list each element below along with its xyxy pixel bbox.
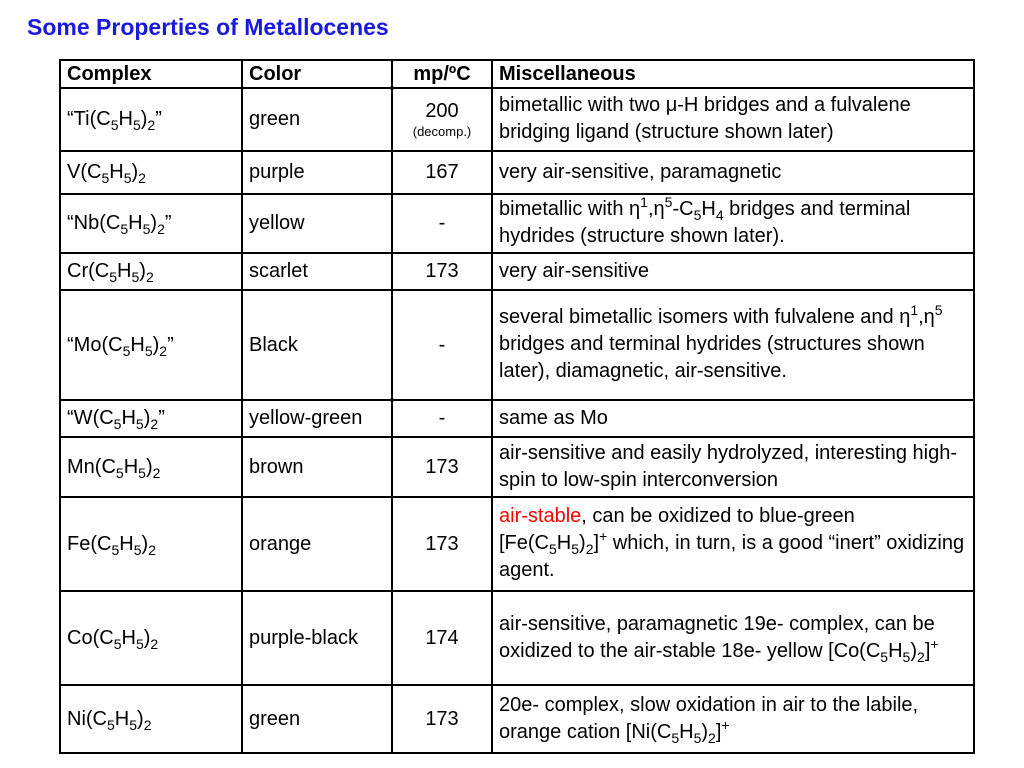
complex-cell: $V(C_5H_5)_2$ <box>60 151 242 194</box>
complex-cell: $Cr(C_5H_5)_2$ <box>60 253 242 290</box>
color-cell: yellow <box>242 194 392 253</box>
misc-cell: same as Mo <box>492 400 974 437</box>
misc-cell: 20e- complex, slow oxidation in air to the labile, orange cation $[Ni(C_5H_5)_2]^+$ <box>492 685 974 753</box>
mp-cell: 174 <box>392 591 492 685</box>
slide-title: Some Properties of Metallocenes <box>27 14 389 40</box>
misc-cell: bimetallic with two μ-H bridges and a fulvalene bridging ligand (structure shown later) <box>492 88 974 151</box>
color-cell: brown <box>242 437 392 497</box>
complex-cell: $Co(C_5H_5)_2$ <box>60 591 242 685</box>
metallocene-properties-table <box>59 59 975 754</box>
color-cell: green <box>242 685 392 753</box>
mp-cell: 200 (decomp.) <box>392 88 492 151</box>
header-misc: Miscellaneous <box>492 60 974 88</box>
complex-cell: “$Mo(C_5H_5)_2$” <box>60 290 242 400</box>
header-complex: Complex <box>60 60 242 88</box>
misc-cell: air-sensitive and easily hydrolyzed, interesting high-spin to low-spin interconversion <box>492 437 974 497</box>
complex-cell: $Fe(C_5H_5)_2$ <box>60 497 242 591</box>
mp-cell: 173 <box>392 253 492 290</box>
mp-cell: 167 <box>392 151 492 194</box>
table-row-nb <box>60 194 974 253</box>
misc-cell: air-sensitive, paramagnetic 19e- complex, can be oxidized to the air-stable 18e- yellow $[Co(C_5H_5)_2]^+$ <box>492 591 974 685</box>
header-color: Color <box>242 60 392 88</box>
table-row-fe <box>60 497 974 591</box>
misc-cell: air-stable, can be oxidized to blue-green $[Fe(C_5H_5)_2]^+$ which, in turn, is a good “inert” oxidizing agent. <box>492 497 974 591</box>
color-cell: green <box>242 88 392 151</box>
mp-cell: 173 <box>392 437 492 497</box>
table-row-co <box>60 591 974 685</box>
mp-cell: - <box>392 290 492 400</box>
header-row <box>60 60 974 88</box>
complex-cell: “$W(C_5H_5)_2$” <box>60 400 242 437</box>
color-cell: yellow-green <box>242 400 392 437</box>
misc-cell: very air-sensitive, paramagnetic <box>492 151 974 194</box>
color-cell: purple-black <box>242 591 392 685</box>
header-mp: mp/ºC <box>392 60 492 88</box>
color-cell: purple <box>242 151 392 194</box>
complex-cell: “$Ti(C_5H_5)_2$” <box>60 88 242 151</box>
color-cell: Black <box>242 290 392 400</box>
mp-cell: - <box>392 400 492 437</box>
mp-cell: 173 <box>392 497 492 591</box>
color-cell: scarlet <box>242 253 392 290</box>
table-row-ti <box>60 88 974 151</box>
mp-cell: 173 <box>392 685 492 753</box>
table-row-v <box>60 151 974 194</box>
air-stable-highlight: air-stable <box>499 505 582 527</box>
decomp-note: (decomp.) <box>412 123 472 139</box>
complex-cell: $Ni(C_5H_5)_2$ <box>60 685 242 753</box>
misc-cell: bimetallic with $\eta^1,\eta^5-C_5H_4$ bridges and terminal hydrides (structure shown later). <box>492 194 974 253</box>
table-row-w <box>60 400 974 437</box>
misc-cell: very air-sensitive <box>492 253 974 290</box>
table-row-mo <box>60 290 974 400</box>
table-row-mn <box>60 437 974 497</box>
misc-cell: several bimetallic isomers with fulvalene and $\eta^1,\eta^5$ bridges and terminal hydrides (structures shown later), diamagnetic, air-sensitive. <box>492 290 974 400</box>
table-row-ni <box>60 685 974 753</box>
table-row-cr <box>60 253 974 290</box>
complex-cell: “$Nb(C_5H_5)_2$” <box>60 194 242 253</box>
complex-cell: $Mn(C_5H_5)_2$ <box>60 437 242 497</box>
color-cell: orange <box>242 497 392 591</box>
mp-cell: - <box>392 194 492 253</box>
